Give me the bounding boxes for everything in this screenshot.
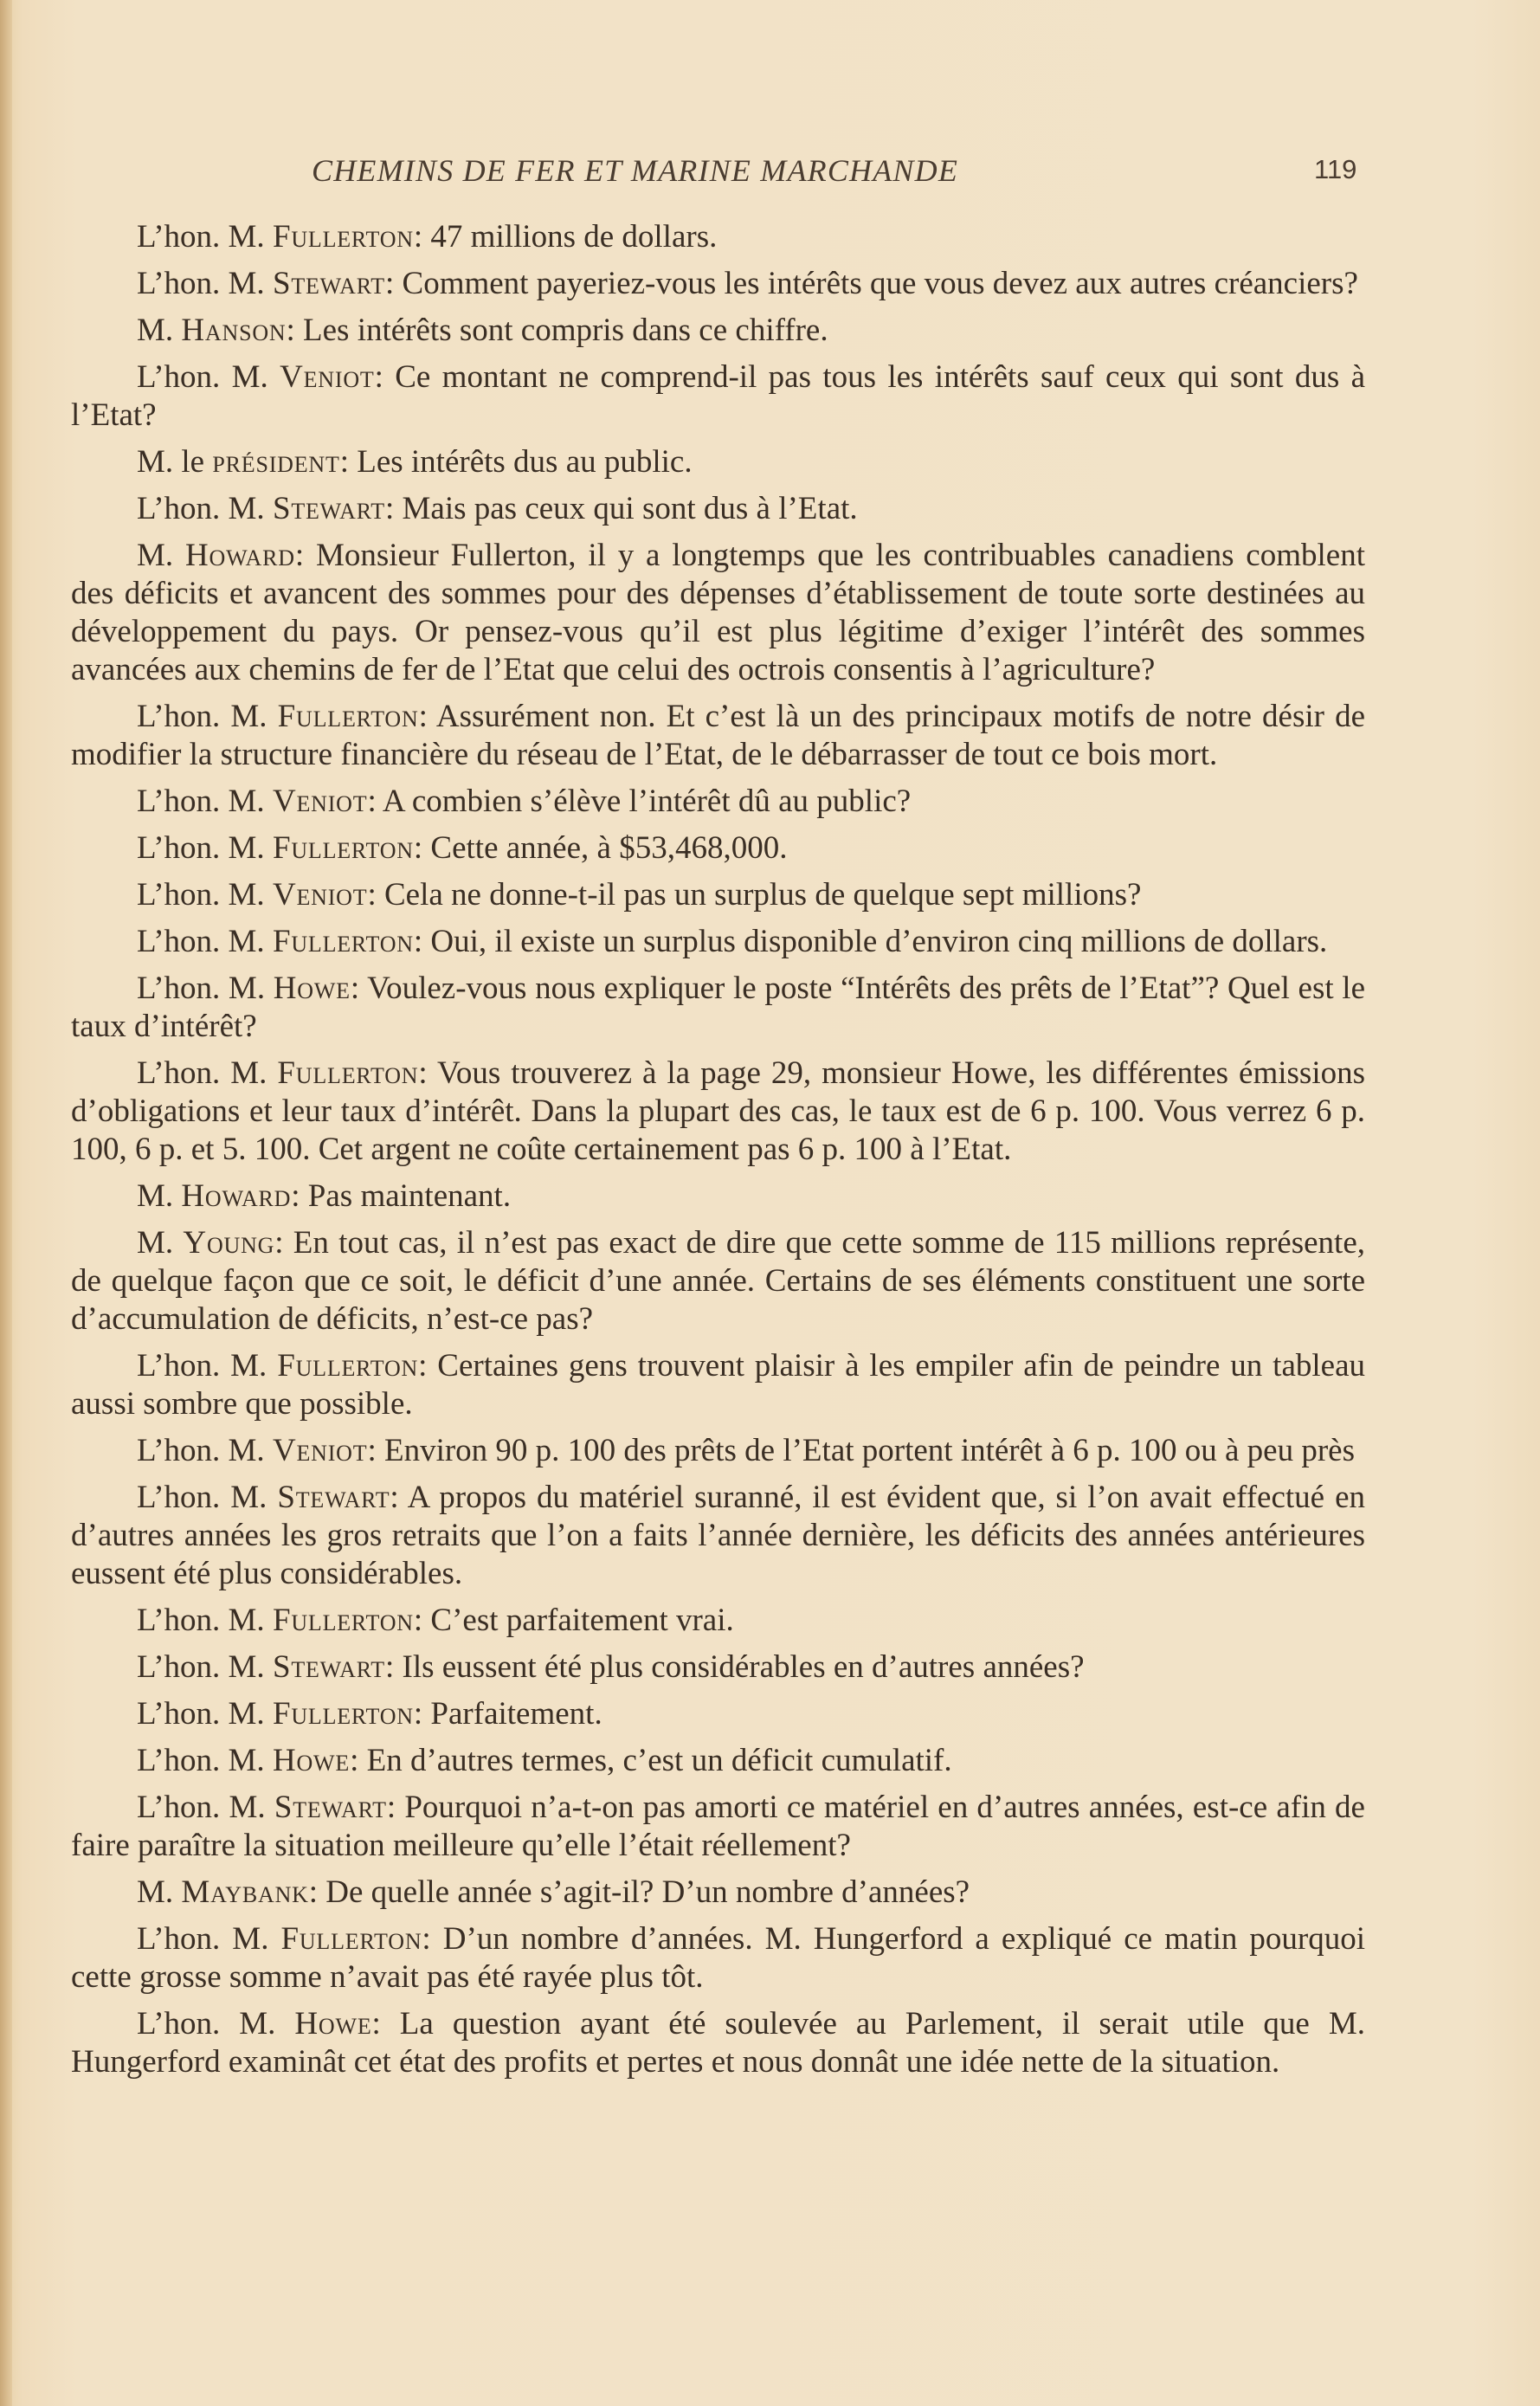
- speaker-name: Howe: [272, 1743, 351, 1778]
- running-title: CHEMINS DE FER ET MARINE MARCHANDE: [312, 153, 959, 188]
- speaker-title: L’hon. M.: [137, 1696, 273, 1732]
- speaker-title: L’hon. M.: [137, 1921, 281, 1957]
- paragraph-text: : En tout cas, il n’est pas exact de dire que cette somme de 115 millions représente, de quelque façon que ce soit, le déficit d’une année. Certains de ses éléments constituent une sorte d’accumulation de déficits, n’est-ce pas?: [71, 1225, 1365, 1337]
- paragraph-text: : Comment payeriez-vous les intérêts que vous devez aux autres créanciers?: [384, 266, 1358, 301]
- speaker-name: Fullerton: [277, 1348, 419, 1384]
- paragraph-text: : De quelle année s’agit-il? D’un nombre d’années?: [308, 1874, 970, 1910]
- paragraph-text: : Certaines gens trouvent plaisir à les empiler afin de peindre un tableau aussi sombre que possible.: [71, 1348, 1365, 1422]
- paragraph: [71, 1432, 1365, 1470]
- speaker-title: L’hon. M.: [137, 2006, 295, 2042]
- speaker-name: Veniot: [272, 877, 368, 913]
- paragraph-text: : La question ayant été soulevée au Parlement, il serait utile que M. Hungerford examinât cet état des profits et pertes et nous donnât une idée nette de la situation.: [71, 2006, 1365, 2080]
- speaker-title: L’hon. M.: [137, 699, 278, 734]
- paragraph-text: : Les intérêts sont compris dans ce chiffre.: [286, 313, 828, 348]
- paragraph-text: : Mais pas ceux qui sont dus à l’Etat.: [384, 491, 858, 526]
- paragraph: [71, 1602, 1365, 1640]
- speaker-name: Fullerton: [272, 1696, 414, 1732]
- paragraph-text: : Oui, il existe un surplus disponible d’environ cinq millions de dollars.: [413, 924, 1328, 959]
- paragraph: [71, 829, 1365, 868]
- speaker-title: M.: [137, 538, 185, 573]
- speaker-name: Fullerton: [272, 219, 414, 255]
- page-binding-edge: [0, 0, 12, 2406]
- speaker-title: L’hon. M.: [137, 1649, 273, 1685]
- speaker-name: Howard: [184, 538, 295, 573]
- paragraph-text: : 47 millions de dollars.: [413, 219, 718, 255]
- paragraph-text: : A propos du matériel suranné, il est évident que, si l’on avait effectué en d’autres années les gros retraits que l’on a faits l’année dernière, les déficits des années antérieures eussent été plus considérables.: [71, 1480, 1365, 1591]
- speaker-name: Maybank: [181, 1874, 309, 1910]
- paragraph-text: : Ce montant ne comprend-il pas tous les intérêts sauf ceux qui sont dus à l’Etat?: [71, 359, 1365, 433]
- speaker-title: L’hon. M.: [137, 1055, 278, 1091]
- paragraph: [71, 218, 1365, 256]
- paragraph-text: : Cela ne donne-t-il pas un surplus de quelque sept millions?: [367, 877, 1142, 913]
- speaker-name: Stewart: [272, 491, 385, 526]
- speaker-title: L’hon. M.: [137, 830, 273, 866]
- speaker-title: L’hon. M.: [137, 491, 273, 526]
- paragraph-text: : A combien s’élève l’intérêt dû au public?: [367, 784, 912, 819]
- paragraph-text: : Vous trouverez à la page 29, monsieur Howe, les différentes émissions d’obligations et leur taux d’intérêt. Dans la plupart des cas, le taux est de 6 p. 100. Vous verrez 6 p. 100, 6 p. et 5. 100. Cet argent ne coûte certainement pas 6 p. 100 à l’Etat.: [71, 1055, 1365, 1167]
- paragraph: [71, 1224, 1365, 1338]
- paragraph: [71, 1648, 1365, 1687]
- paragraph: [71, 923, 1365, 961]
- speaker-name: Fullerton: [277, 699, 419, 734]
- speaker-name: président: [212, 444, 340, 480]
- paragraph: [71, 537, 1365, 689]
- transcript-body: [71, 218, 1365, 2090]
- speaker-title: L’hon. M.: [137, 924, 273, 959]
- paragraph: [71, 1177, 1365, 1216]
- speaker-name: Fullerton: [272, 924, 414, 959]
- speaker-title: M.: [137, 1874, 182, 1910]
- paragraph-text: : Pourquoi n’a-t-on pas amorti ce matériel en d’autres années, est-ce afin de faire paraître la situation meilleure qu’elle l’était réellement?: [71, 1790, 1365, 1863]
- speaker-name: Howard: [181, 1178, 292, 1214]
- paragraph: [71, 970, 1365, 1046]
- speaker-title: L’hon. M.: [137, 219, 273, 255]
- paragraph: [71, 1789, 1365, 1865]
- paragraph-text: : Monsieur Fullerton, il y a longtemps que les contribuables canadiens comblent des déficits et avancent des sommes pour des dépenses d’établissement de toute sorte destinées au développement du pays. Or pensez-vous qu’il est plus légitime d’exiger l’intérêt des sommes avancées aux chemins de fer de l’Etat que celui des octrois consentis à l’agriculture?: [71, 538, 1365, 687]
- speaker-title: L’hon. M.: [137, 1790, 274, 1825]
- paragraph: [71, 698, 1365, 774]
- paragraph: [71, 783, 1365, 821]
- paragraph-text: : Environ 90 p. 100 des prêts de l’Etat portent intérêt à 6 p. 100 ou à peu près: [367, 1433, 1355, 1468]
- speaker-name: Veniot: [280, 359, 375, 395]
- paragraph-text: : D’un nombre d’années. M. Hungerford a expliqué ce matin pourquoi cette grosse somme n’avait pas été rayée plus tôt.: [71, 1921, 1365, 1995]
- paragraph-text: : Assurément non. Et c’est là un des principaux motifs de notre désir de modifier la structure financière du réseau de l’Etat, de le débarrasser de tout ce bois mort.: [71, 699, 1365, 772]
- paragraph: [71, 1347, 1365, 1423]
- speaker-title: L’hon. M.: [137, 1480, 278, 1515]
- speaker-name: Howe: [273, 971, 351, 1006]
- speaker-name: Howe: [294, 2006, 372, 2042]
- paragraph: [71, 1479, 1365, 1593]
- speaker-title: L’hon. M.: [137, 1743, 273, 1778]
- speaker-name: Fullerton: [277, 1055, 419, 1091]
- speaker-name: Stewart: [272, 266, 385, 301]
- paragraph-text: : Voulez-vous nous expliquer le poste “Intérêts des prêts de l’Etat”? Quel est le taux d’intérêt?: [71, 971, 1365, 1044]
- speaker-title: L’hon. M.: [137, 1433, 273, 1468]
- paragraph-text: : C’est parfaitement vrai.: [413, 1603, 734, 1638]
- speaker-title: M.: [137, 1178, 182, 1214]
- speaker-title: L’hon. M.: [137, 359, 280, 395]
- paragraph: [71, 876, 1365, 914]
- speaker-title: M. le: [137, 444, 213, 480]
- page-number: 119: [1314, 154, 1357, 184]
- paragraph: [71, 1695, 1365, 1733]
- speaker-title: L’hon. M.: [137, 877, 273, 913]
- paragraph: [71, 1874, 1365, 1912]
- paragraph: [71, 490, 1365, 528]
- speaker-name: Fullerton: [280, 1921, 422, 1957]
- paragraph: [71, 312, 1365, 350]
- speaker-title: L’hon. M.: [137, 784, 273, 819]
- speaker-name: Stewart: [272, 1649, 385, 1685]
- speaker-title: L’hon. M.: [137, 266, 273, 301]
- speaker-name: Young: [183, 1225, 275, 1261]
- speaker-name: Stewart: [274, 1790, 387, 1825]
- speaker-title: L’hon. M.: [137, 971, 274, 1006]
- paragraph-text: : En d’autres termes, c’est un déficit cumulatif.: [350, 1743, 952, 1778]
- speaker-name: Fullerton: [272, 830, 414, 866]
- speaker-name: Stewart: [277, 1480, 390, 1515]
- paragraph: [71, 1742, 1365, 1780]
- speaker-title: M.: [137, 313, 182, 348]
- paragraph: [71, 2005, 1365, 2081]
- paragraph-text: : Cette année, à $53,468,000.: [413, 830, 788, 866]
- speaker-title: M.: [137, 1225, 184, 1261]
- paragraph-text: : Pas maintenant.: [291, 1178, 512, 1214]
- paragraph-text: : Parfaitement.: [413, 1696, 602, 1732]
- speaker-title: L’hon. M.: [137, 1603, 273, 1638]
- speaker-name: Veniot: [272, 784, 368, 819]
- speaker-title: L’hon. M.: [137, 1348, 278, 1384]
- paragraph: [71, 443, 1365, 481]
- paragraph: [71, 1920, 1365, 1996]
- paragraph: [71, 358, 1365, 435]
- paragraph: [71, 265, 1365, 303]
- paragraph-text: : Les intérêts dus au public.: [339, 444, 693, 480]
- speaker-name: Veniot: [272, 1433, 368, 1468]
- speaker-name: Fullerton: [272, 1603, 414, 1638]
- paragraph: [71, 1055, 1365, 1169]
- paragraph-text: : Ils eussent été plus considérables en d’autres années?: [384, 1649, 1085, 1685]
- speaker-name: Hanson: [181, 313, 287, 348]
